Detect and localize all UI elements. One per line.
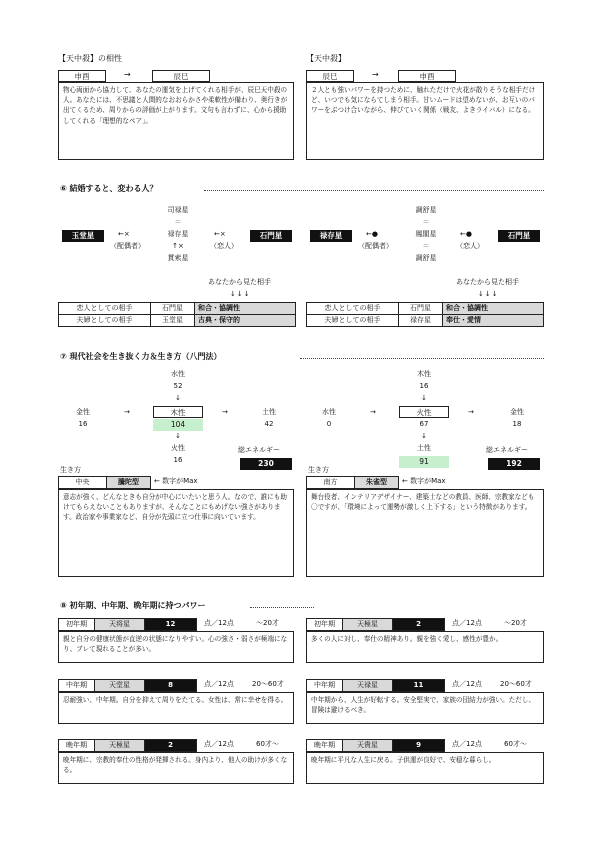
- p-left-0-head: [58, 618, 197, 631]
- h-right-total-label: 総エネルギー: [486, 446, 528, 454]
- tenchu-right-arrow: →: [372, 70, 379, 79]
- m-right-bottom-star: 調舒星: [415, 254, 437, 262]
- h-left-right-val: 42: [264, 420, 274, 428]
- h-left-arrow-right1: →: [124, 408, 130, 416]
- m-left-role-1: 夫婦としての相手: [59, 315, 151, 327]
- p-left-0-period: 初年期: [59, 619, 95, 631]
- m-right-viewer-arrows: ↓↓↓: [478, 290, 499, 298]
- h-left-type: 騰陀型: [107, 477, 151, 489]
- p-right-1-score: 11: [393, 680, 445, 692]
- m-left-star-1: 玉堂星: [151, 315, 195, 327]
- m-left-lover-badge: 石門星: [250, 230, 292, 242]
- m-left-trait-1: 古典・保守的: [195, 315, 296, 327]
- h-right-top-val: 16: [419, 382, 429, 390]
- hachimon-heading-dots: [300, 358, 544, 359]
- p-left-1-head: [58, 679, 197, 692]
- tenchu-left-from: 申酉: [58, 70, 106, 82]
- p-right-1-box: [306, 692, 544, 724]
- m-left-role-0: 恋人としての相手: [59, 303, 151, 315]
- p-right-2-star: 天貴星: [343, 740, 393, 752]
- m-right-lover-badge: 石門星: [498, 230, 540, 242]
- h-right-text-box: [306, 489, 544, 577]
- h-right-dir: 南方: [307, 477, 355, 489]
- p-left-1-unit: 点／12点: [204, 680, 234, 688]
- hachimon-heading: ⑦ 現代社会を生き抜く力＆生き方（八門法）: [60, 352, 222, 361]
- tenchu-left-to: 辰巳: [152, 70, 210, 82]
- p-left-0-score: 12: [145, 619, 197, 631]
- h-right-total-val: 192: [488, 458, 540, 470]
- p-left-2-text: 晩年期に、宗教的奉仕の性格が発揮される。身内より、他人の助けが多くなる。: [63, 756, 288, 775]
- h-left-right-label: 土性: [262, 408, 276, 416]
- m-right-spouse-badge: 禄存星: [310, 230, 352, 242]
- p-right-1-text: 中年期から、人生が好転する。安全堅実で、家族の団結力が強い。ただし、冒険は避けるべき。: [311, 696, 536, 715]
- h-right-arrow-right1: →: [370, 408, 376, 416]
- p-left-0-star: 天将星: [95, 619, 145, 631]
- h-left-center-label: 木性: [153, 406, 203, 418]
- tenchu-right-to: 申酉: [398, 70, 456, 82]
- m-right-spouse-label: （配偶者）: [358, 242, 393, 250]
- p-right-0-unit: 点／12点: [452, 619, 482, 627]
- m-left-trait-0: 和合・協調性: [195, 303, 296, 315]
- h-left-dir: 中央: [59, 477, 107, 489]
- h-right-bottom-label: 土性: [417, 444, 431, 452]
- table-row: [307, 315, 544, 327]
- h-right-type: 朱雀型: [355, 477, 399, 489]
- h-right-arrow-right2: →: [468, 408, 474, 416]
- m-right-trait-1: 奉仕・愛情: [443, 315, 544, 327]
- m-right-top-star: 調舒星: [415, 206, 437, 214]
- p-right-0-age: 〜20才: [504, 619, 527, 627]
- h-left-arrow-right2: →: [222, 408, 228, 416]
- tenchu-right-text: ２人とも強いパワーを持つために、触れただけで火花が散りそうな相手だけど、いつでも気にならてしまう相手。甘いムードは望めないが、お互いのパワーをぶつけ合いながら、伸びていく関係（戦友、よきライバル）になる。: [311, 86, 536, 115]
- h-left-bottom-val: 16: [173, 456, 183, 464]
- p-right-2-unit: 点／12点: [452, 740, 482, 748]
- p-left-0-text: 親と自分の健康状態が直逆の状態になりやすい。心の強さ・弱さが極端になり、ブレて現れることが多い。: [63, 635, 288, 654]
- p-right-2-text: 晩年期に平凡な人生に戻る。子供運が良好で、安穏な暮らし。: [311, 756, 496, 764]
- m-left-eq: ＝: [174, 218, 182, 226]
- m-right-viewer-label: あなたから見た相手: [456, 278, 519, 286]
- m-left-table: [58, 302, 296, 327]
- m-right-star-1: 禄存星: [399, 315, 443, 327]
- m-right-lover-label: （恋人）: [456, 242, 484, 250]
- h-right-right-val: 18: [512, 420, 522, 428]
- h-left-left-label: 金性: [76, 408, 90, 416]
- h-left-way-label: 生き方: [60, 466, 81, 474]
- p-left-2-period: 晩年期: [59, 740, 95, 752]
- h-right-note: ← 数字がMax: [402, 477, 446, 485]
- m-right-role-0: 恋人としての相手: [307, 303, 399, 315]
- m-right-table: [306, 302, 544, 327]
- power-heading: ⑧ 初年期、中年期、晩年期に持つパワー: [60, 601, 206, 610]
- p-right-1-unit: 点／12点: [452, 680, 482, 688]
- h-right-right-label: 金性: [510, 408, 524, 416]
- h-left-text: 意志が強く、どんなときも自分が中心にいたいと思う人。なので、誰にも助けてもらえないこともありますが、そんなことにもめげない強さがあります。政治家や事業家など、自分が先頭に立つ仕事に向いています。: [63, 493, 287, 522]
- m-left-star-0: 石門星: [151, 303, 195, 315]
- p-left-0-box: [58, 631, 294, 663]
- p-right-1-head: [306, 679, 445, 692]
- h-right-arrow-down2: ↓: [421, 432, 427, 440]
- p-right-0-score: 2: [393, 619, 445, 631]
- m-right-mid-star: 鳳閣星: [415, 230, 437, 238]
- h-right-bottom-val: 91: [399, 456, 449, 468]
- p-right-2-period: 晩年期: [307, 740, 343, 752]
- h-right-center-label: 火性: [399, 406, 449, 418]
- p-right-0-text: 多くの人に対し、奉仕の精神あり。親を強く愛し、感性が豊か。: [311, 635, 503, 643]
- p-right-0-period: 初年期: [307, 619, 343, 631]
- h-left-top-label: 水性: [171, 370, 185, 378]
- h-left-arrow-down2: ↓: [175, 432, 181, 440]
- tenchu-right-title: 【天中殺】: [306, 54, 346, 63]
- m-right-trait-0: 和合・協調性: [443, 303, 544, 315]
- p-left-2-unit: 点／12点: [204, 740, 234, 748]
- p-left-1-star: 天堂星: [95, 680, 145, 692]
- m-left-spouse-label: （配偶者）: [110, 242, 145, 250]
- p-left-2-score: 2: [145, 740, 197, 752]
- m-left-spouse-arrow: ←×: [118, 230, 130, 238]
- p-right-1-age: 20〜60才: [500, 680, 532, 688]
- h-left-type-table: [58, 476, 151, 489]
- h-left-note: ← 数字がMax: [154, 477, 198, 485]
- p-left-2-star: 天極星: [95, 740, 145, 752]
- p-right-2-score: 9: [393, 740, 445, 752]
- h-left-center-val: 104: [153, 419, 203, 431]
- m-right-eq2: ＝: [422, 242, 430, 250]
- p-left-2-box: [58, 752, 294, 784]
- m-left-bottom-star: 貫索星: [167, 254, 189, 262]
- m-right-star-0: 石門星: [399, 303, 443, 315]
- h-left-total-val: 230: [240, 458, 292, 470]
- p-right-1-period: 中年期: [307, 680, 343, 692]
- h-left-top-val: 52: [173, 382, 183, 390]
- tenchu-right-from: 辰巳: [306, 70, 354, 82]
- m-left-viewer-arrows: ↓↓↓: [230, 290, 251, 298]
- m-left-cross: ↑×: [172, 242, 184, 250]
- p-right-2-box: [306, 752, 544, 784]
- p-left-0-unit: 点／12点: [204, 619, 234, 627]
- p-left-1-period: 中年期: [59, 680, 95, 692]
- m-left-viewer-label: あなたから見た相手: [208, 278, 271, 286]
- tenchu-right-box: [306, 82, 544, 160]
- m-left-spouse-badge: 玉堂星: [62, 230, 104, 242]
- p-left-1-box: [58, 692, 294, 724]
- h-left-text-box: [58, 489, 294, 577]
- h-right-arrow-down1: ↓: [421, 394, 427, 402]
- h-right-type-table: [306, 476, 399, 489]
- h-right-left-val: 0: [326, 420, 332, 428]
- tenchu-left-box: [58, 82, 294, 160]
- h-right-left-label: 水性: [322, 408, 336, 416]
- m-right-spouse-arrow: ←●: [366, 230, 378, 238]
- power-heading-dots: [250, 607, 314, 608]
- m-left-mid-star: 禄存星: [167, 230, 189, 238]
- p-left-1-age: 20〜60才: [252, 680, 284, 688]
- h-left-left-val: 16: [78, 420, 88, 428]
- p-right-1-star: 天禄星: [343, 680, 393, 692]
- tenchu-left-text: 物心両面から協力して、あなたの運気を上げてくれる相手が、辰巳天中殺の人。あなたには、不思議と人間的なおおらかさや柔軟性が備わり、奥行きが出てくるため、周りからの評価が上がります。文句も言わずに、心から援助してくれる「理想的なペア」。: [63, 86, 288, 125]
- m-left-lover-label: （恋人）: [210, 242, 238, 250]
- marriage-heading: ⑥ 結婚すると、変わる人？: [60, 184, 158, 193]
- p-left-2-age: 60才〜: [256, 740, 279, 748]
- p-right-0-star: 天極星: [343, 619, 393, 631]
- m-right-lover-arrow: ←●: [460, 230, 472, 238]
- h-left-arrow-down1: ↓: [175, 394, 181, 402]
- h-left-bottom-label: 火性: [171, 444, 185, 452]
- p-right-0-head: [306, 618, 445, 631]
- table-row: [59, 315, 296, 327]
- p-left-2-head: [58, 739, 197, 752]
- m-left-top-star: 司禄星: [167, 206, 189, 214]
- p-right-0-box: [306, 631, 544, 663]
- p-left-1-text: 忍耐強い、中年期。自分を抑えて周りをたてる。女性は、常に幸せを得る。: [63, 696, 288, 704]
- tenchu-left-title: 【天中殺】の相性: [58, 54, 122, 63]
- m-right-role-1: 夫婦としての相手: [307, 315, 399, 327]
- h-right-text: 舞台役者、インテリアデザイナー、建築士などの教員、医師、宗教家なども〇ですが、「環境によって運勢が激しく上下する」という特徴があります。: [311, 493, 535, 512]
- m-left-lover-arrow: ←×: [214, 230, 226, 238]
- h-right-way-label: 生き方: [308, 466, 329, 474]
- p-left-1-score: 8: [145, 680, 197, 692]
- p-right-2-age: 60才〜: [504, 740, 527, 748]
- h-right-top-label: 木性: [417, 370, 431, 378]
- table-row: [59, 303, 296, 315]
- marriage-heading-dots: [204, 190, 544, 191]
- m-right-eq1: ＝: [422, 218, 430, 226]
- h-left-total-label: 総エネルギー: [238, 446, 280, 454]
- h-right-center-val: 67: [419, 420, 429, 428]
- table-row: [307, 303, 544, 315]
- tenchu-left-arrow: →: [124, 70, 131, 79]
- p-left-0-age: 〜20才: [256, 619, 279, 627]
- p-right-2-head: [306, 739, 445, 752]
